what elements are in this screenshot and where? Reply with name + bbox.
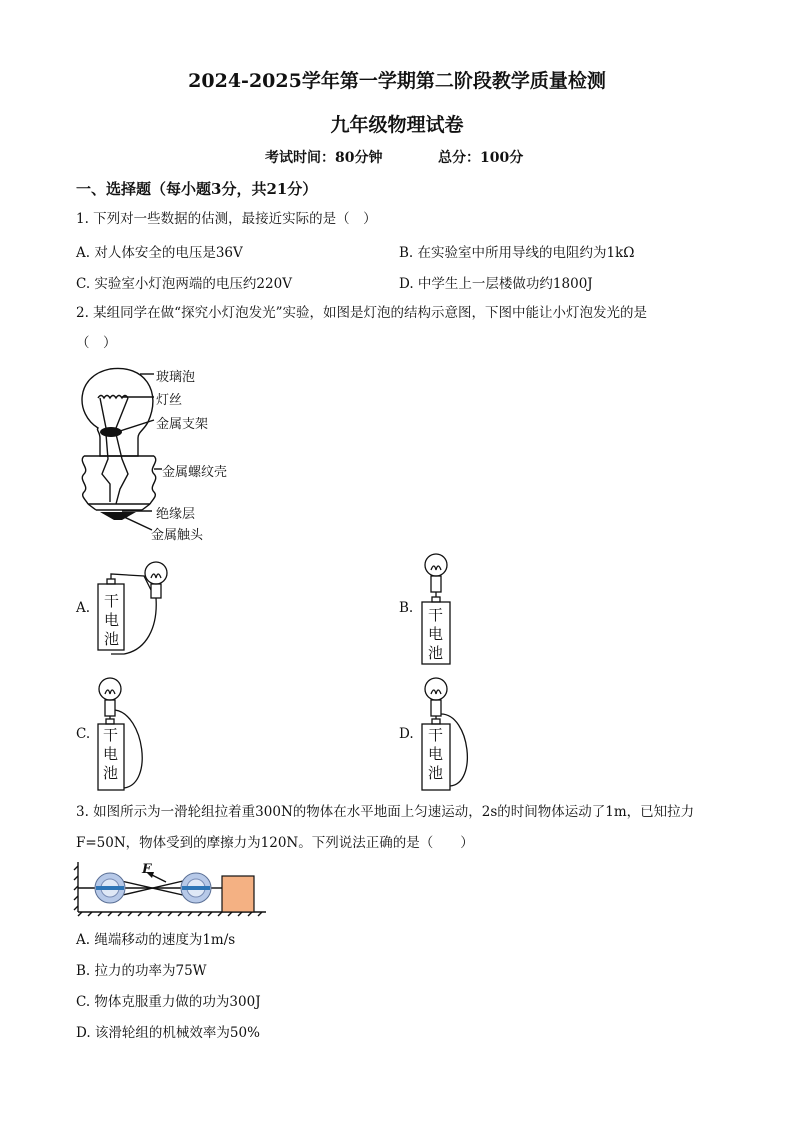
q2-option-b-letter[interactable]: B.	[399, 600, 414, 616]
q3-option-a[interactable]: A. 绳端移动的速度为1m/s	[76, 932, 236, 948]
pulley-diagram	[74, 860, 274, 918]
battery-d-char-1: 干	[428, 726, 444, 744]
q1-option-b[interactable]: B. 在实验室中所用导线的电阻约为1kΩ	[399, 245, 635, 261]
battery-b-char-3: 池	[428, 644, 444, 662]
exam-time: 考试时间：80分钟	[265, 150, 383, 166]
label-metal-bracket: 金属支架	[156, 417, 209, 432]
question-1-stem: 1. 下列对一些数据的估测，最接近实际的是（ ）	[76, 211, 377, 227]
label-metal-contact: 金属触头	[151, 528, 204, 543]
q2-option-c-letter[interactable]: C.	[76, 726, 91, 742]
battery-d-char-2: 电	[428, 745, 444, 763]
metal-bracket-shape	[100, 427, 122, 437]
force-label: F	[142, 862, 152, 877]
question-3-stem-cont: F=50N，物体受到的摩擦力为120N。下列说法正确的是（ ）	[76, 835, 474, 851]
question-2-stem: 2. 某组同学在做“探究小灯泡发光”实验，如图是灯泡的结构示意图，下图中能让小灯泡发光的是	[76, 305, 647, 321]
battery-b-char-1: 干	[428, 606, 444, 624]
q1-option-c[interactable]: C. 实验室小灯泡两端的电压约220V	[76, 276, 292, 292]
q2-option-b-circuit[interactable]	[418, 550, 478, 670]
battery-a-char-3: 池	[104, 630, 120, 648]
question-2-stem-cont: （ ）	[76, 335, 117, 351]
section-heading: 一、选择题（每小题3分，共21分）	[76, 180, 318, 198]
metal-contact-shape	[100, 512, 136, 520]
q3-option-c[interactable]: C. 物体克服重力做的功为300J	[76, 994, 261, 1010]
battery-a-char-1: 干	[104, 592, 120, 610]
label-glass-bulb: 玻璃泡	[156, 370, 196, 385]
total-score: 总分：100分	[438, 150, 524, 166]
battery-c-char-2: 电	[103, 745, 119, 763]
object-block	[222, 876, 254, 912]
q2-option-a-letter[interactable]: A.	[76, 600, 91, 616]
label-filament: 灯丝	[156, 393, 183, 408]
battery-b-char-2: 电	[428, 625, 444, 643]
battery-d-char-3: 池	[428, 764, 444, 782]
q2-option-d-letter[interactable]: D.	[399, 726, 414, 742]
q3-option-b[interactable]: B. 拉力的功率为75W	[76, 963, 207, 979]
exam-title: 2024-2025学年第一学期第二阶段教学质量检测	[188, 70, 606, 92]
battery-c-char-1: 干	[103, 726, 119, 744]
movable-pulley-axle	[182, 886, 210, 890]
q3-option-d[interactable]: D. 该滑轮组的机械效率为50%	[76, 1025, 260, 1041]
question-3-stem: 3. 如图所示为一滑轮组拉着重300N的物体在水平地面上匀速运动，2s的时间物体运动了1m，已知拉力	[76, 804, 695, 820]
battery-a-char-2: 电	[104, 611, 120, 629]
q1-option-a[interactable]: A. 对人体安全的电压是36V	[76, 245, 243, 261]
q1-option-d[interactable]: D. 中学生上一层楼做功约1800J	[399, 276, 593, 292]
fixed-pulley-axle	[96, 886, 124, 890]
bulb-structure-diagram	[70, 364, 240, 544]
label-insulation: 绝缘层	[156, 507, 196, 522]
battery-c-char-3: 池	[103, 764, 119, 782]
paper-subtitle: 九年级物理试卷	[330, 114, 464, 136]
label-screw-shell: 金属螺纹壳	[162, 465, 228, 480]
